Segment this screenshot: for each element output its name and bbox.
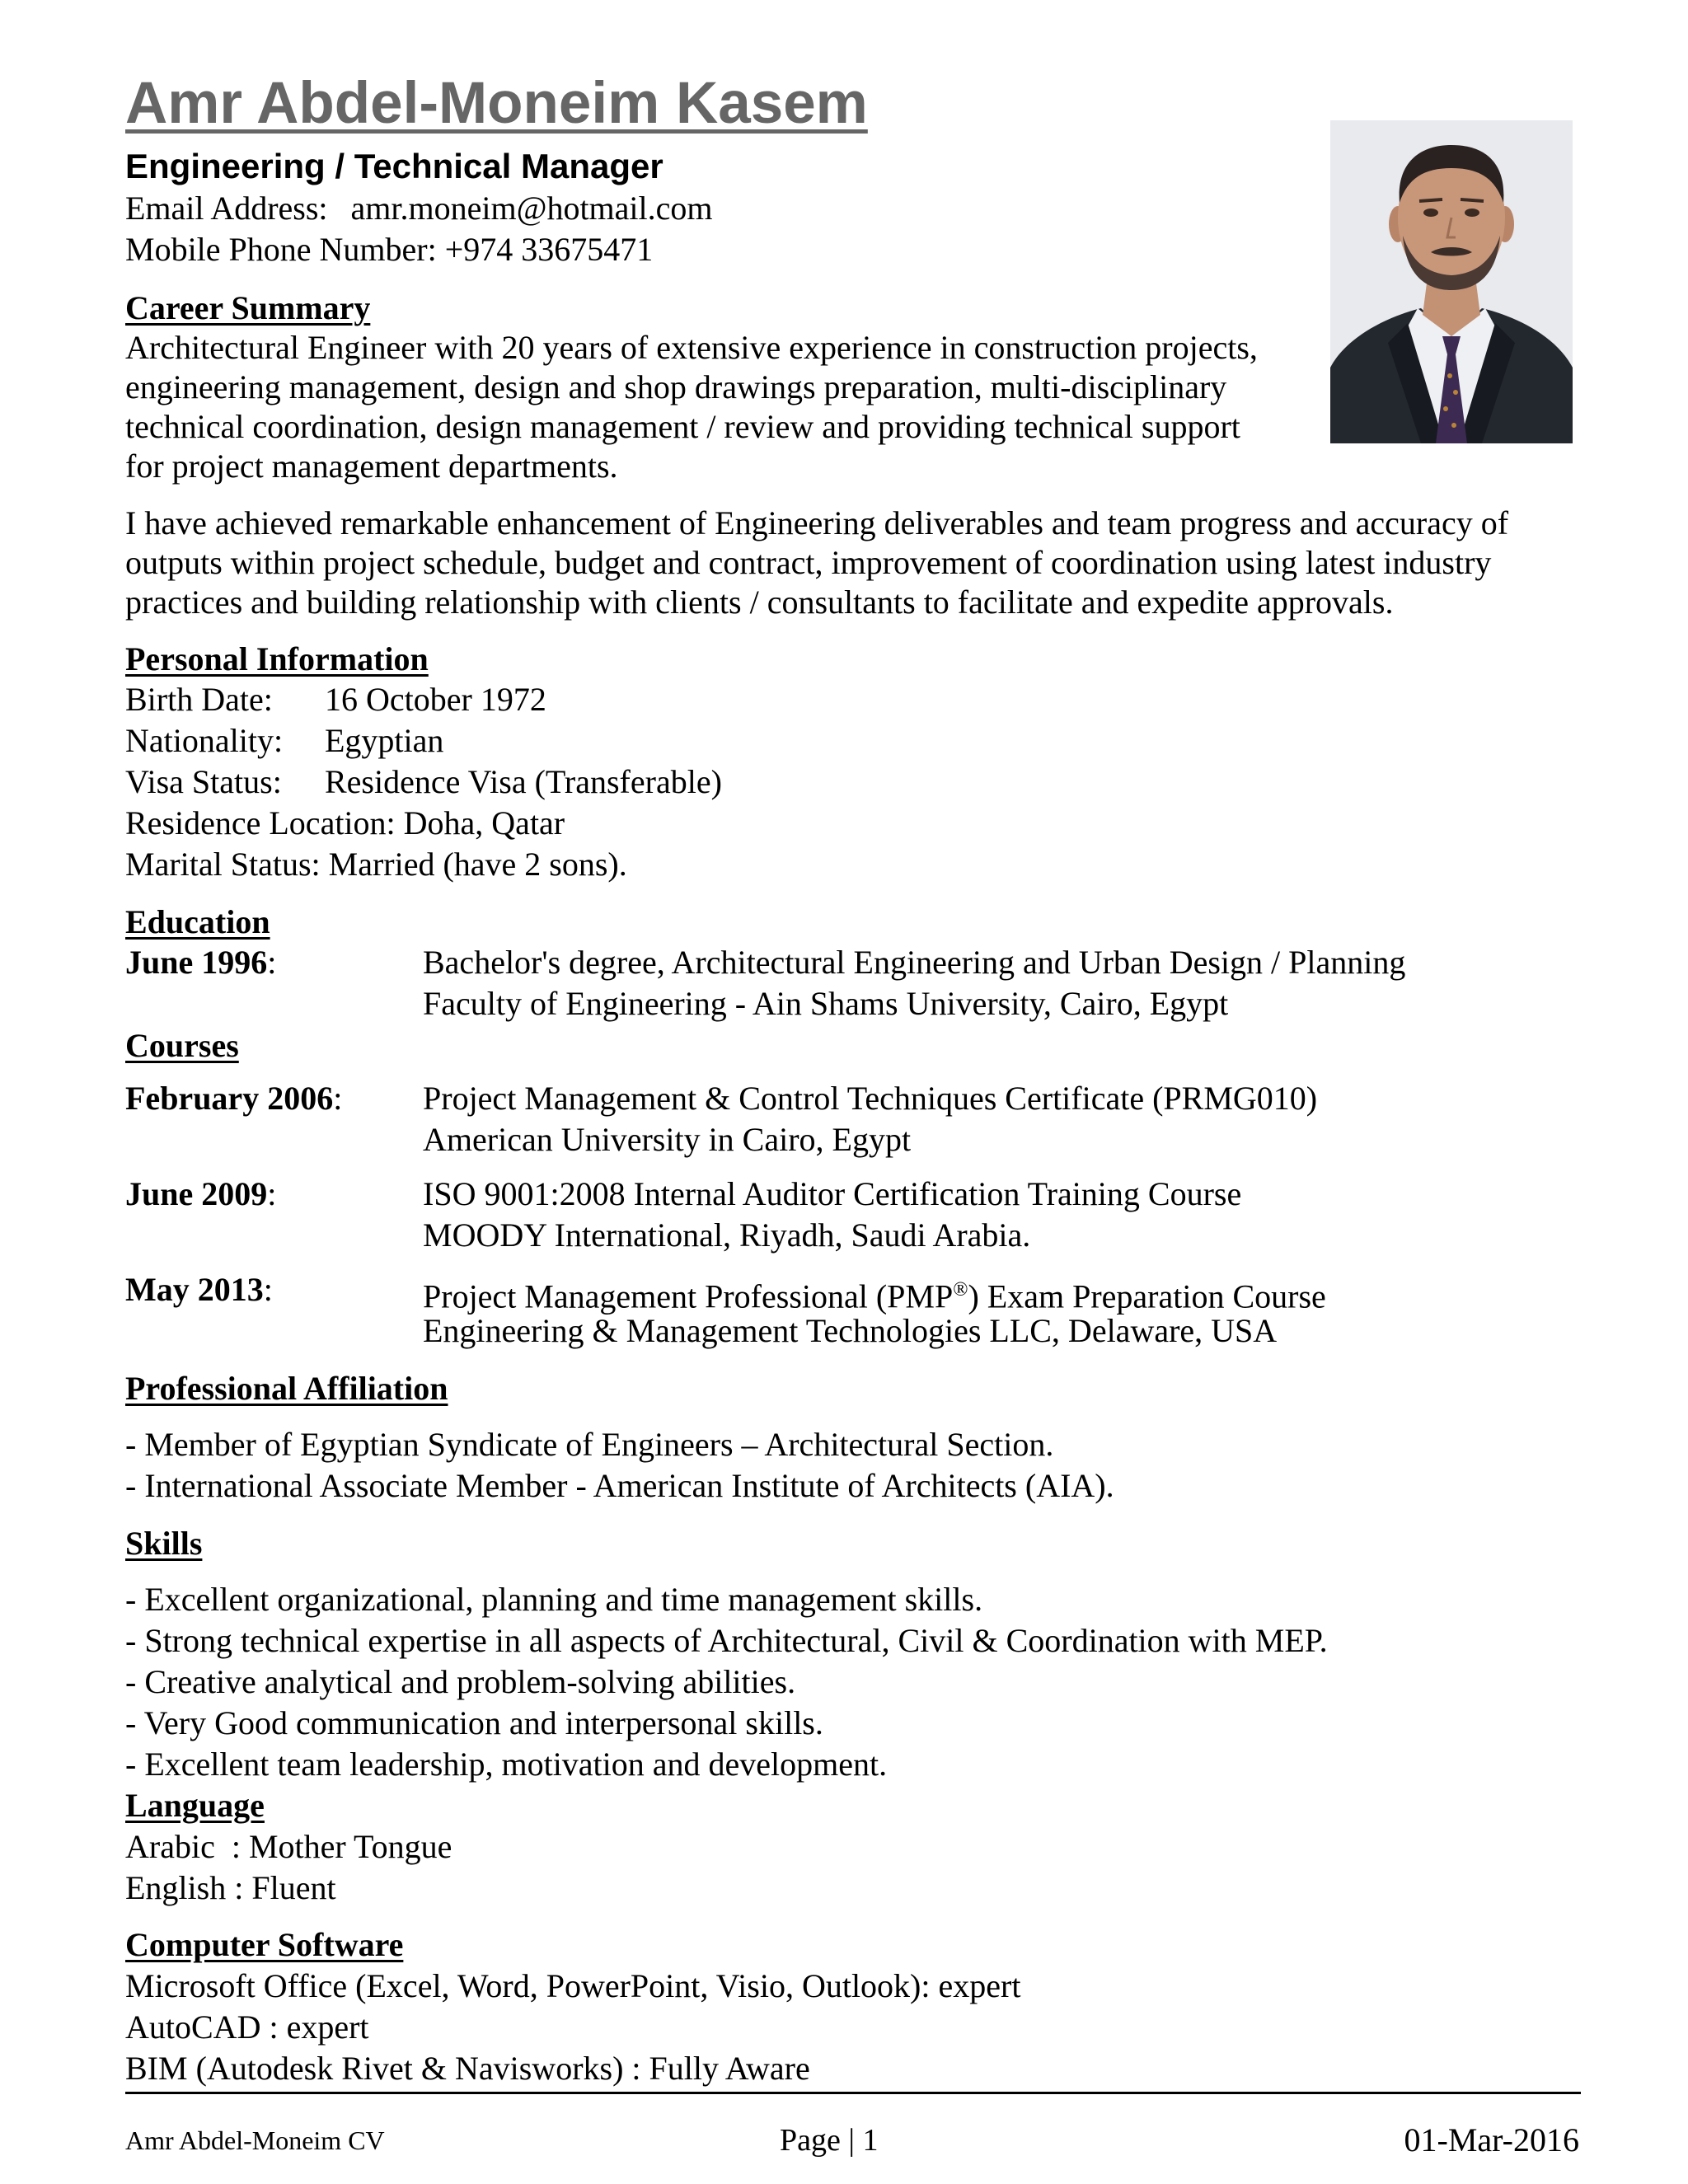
personal-info-heading: Personal Information xyxy=(125,640,429,677)
course-date-value: May 2013 xyxy=(125,1271,264,1308)
career-summary-line: for project management departments. xyxy=(125,448,618,485)
education-degree: Bachelor's degree, Architectural Engineering and Urban Design / Planning xyxy=(423,944,1406,981)
birth-date-row xyxy=(125,679,546,720)
education-heading: Education xyxy=(125,903,270,940)
skills-heading: Skills xyxy=(125,1525,203,1562)
course-date: May 2013: xyxy=(125,1271,273,1308)
software-item: Microsoft Office (Excel, Word, PowerPoint, Visio, Outlook): expert xyxy=(125,1967,1021,2004)
course-date-value: February 2006 xyxy=(125,1080,334,1117)
skill-item: - Excellent team leadership, motivation and development. xyxy=(125,1746,888,1783)
registered-mark: ® xyxy=(953,1279,968,1301)
skill-item: - Strong technical expertise in all aspects of Architectural, Civil & Coordination with MEP. xyxy=(125,1622,1328,1659)
marital-row xyxy=(125,844,627,885)
education-date: June 1996: xyxy=(125,944,277,981)
career-summary-line: I have achieved remarkable enhancement of Engineering deliverables and team progress and accuracy of xyxy=(125,504,1509,541)
phone-number: +974 33675471 xyxy=(444,231,654,268)
visa-label: Visa Status: xyxy=(125,763,282,800)
career-summary-line: outputs within project schedule, budget and contract, improvement of coordination using latest industry xyxy=(125,544,1492,581)
job-title: Engineering / Technical Manager xyxy=(125,147,663,185)
software-item: AutoCAD : expert xyxy=(125,2008,369,2046)
course-date: February 2006: xyxy=(125,1080,343,1117)
footer-page-number: Page | 1 xyxy=(780,2123,879,2158)
profile-photo xyxy=(1330,120,1573,443)
email-address[interactable]: amr.moneim@hotmail.com xyxy=(350,190,713,227)
career-summary-line: practices and building relationship with clients / consultants to facilitate and expedite approvals. xyxy=(125,583,1394,621)
course-provider: American University in Cairo, Egypt xyxy=(423,1121,912,1158)
nationality-row xyxy=(125,720,443,762)
phone-line xyxy=(125,229,653,270)
course-title-part: ) Exam Preparation Course xyxy=(968,1277,1326,1315)
software-item: BIM (Autodesk Rivet & Navisworks) : Fully Aware xyxy=(125,2050,810,2087)
residence-label: Residence Location: xyxy=(125,804,396,841)
visa-row xyxy=(125,762,722,803)
language-item: Arabic : Mother Tongue xyxy=(125,1828,452,1865)
skill-item: - Creative analytical and problem-solving abilities. xyxy=(125,1663,796,1700)
visa-value: Residence Visa (Transferable) xyxy=(325,763,722,800)
footer-document-name: Amr Abdel-Moneim CV xyxy=(125,2125,385,2155)
courses-heading: Courses xyxy=(125,1027,239,1064)
email-line xyxy=(125,188,713,229)
career-summary-line: engineering management, design and shop drawings preparation, multi-disciplinary xyxy=(125,368,1227,405)
marital-label: Marital Status: xyxy=(125,846,321,883)
career-summary-paragraph-1 xyxy=(125,328,1329,486)
affiliation-item: - International Associate Member - American Institute of Architects (AIA). xyxy=(125,1467,1114,1504)
birth-date-label: Birth Date: xyxy=(125,681,273,718)
course-provider: MOODY International, Riyadh, Saudi Arabia. xyxy=(423,1216,1031,1254)
education-date-value: June 1996 xyxy=(125,944,268,981)
career-summary-line: Architectural Engineer with 20 years of extensive experience in construction projects, xyxy=(125,329,1258,366)
course-date-value: June 2009 xyxy=(125,1175,268,1212)
language-item: English : Fluent xyxy=(125,1869,336,1906)
course-title: Project Management & Control Techniques Certificate (PRMG010) xyxy=(423,1080,1318,1117)
affiliation-heading: Professional Affiliation xyxy=(125,1370,448,1407)
affiliation-item: - Member of Egyptian Syndicate of Engineers – Architectural Section. xyxy=(125,1426,1054,1463)
education-institution: Faculty of Engineering - Ain Shams University, Cairo, Egypt xyxy=(423,985,1229,1022)
residence-row xyxy=(125,803,565,844)
nationality-label: Nationality: xyxy=(125,722,284,759)
skill-item: - Very Good communication and interpersonal skills. xyxy=(125,1704,823,1741)
residence-value: Doha, Qatar xyxy=(403,804,565,841)
footer-divider xyxy=(125,2092,1581,2094)
footer-date: 01-Mar-2016 xyxy=(1404,2121,1579,2158)
nationality-value: Egyptian xyxy=(325,722,444,759)
career-summary-paragraph-2 xyxy=(125,504,1581,622)
birth-date-value: 16 October 1972 xyxy=(325,681,546,718)
course-date: June 2009: xyxy=(125,1175,277,1212)
career-summary-line: technical coordination, design management / review and providing technical support xyxy=(125,408,1240,445)
candidate-name: Amr Abdel-Moneim Kasem xyxy=(125,71,868,136)
course-provider: Engineering & Management Technologies LLC, Delaware, USA xyxy=(423,1312,1278,1349)
language-heading: Language xyxy=(125,1787,265,1824)
course-title-part: Project Management Professional (PMP xyxy=(423,1277,954,1315)
marital-value: Married (have 2 sons). xyxy=(328,846,627,883)
phone-label: Mobile Phone Number: xyxy=(125,231,437,268)
email-label: Email Address: xyxy=(125,190,328,227)
skill-item: - Excellent organizational, planning and time management skills. xyxy=(125,1581,983,1618)
software-heading: Computer Software xyxy=(125,1926,404,1963)
career-summary-heading: Career Summary xyxy=(125,289,371,326)
course-title: ISO 9001:2008 Internal Auditor Certification Training Course xyxy=(423,1175,1242,1212)
